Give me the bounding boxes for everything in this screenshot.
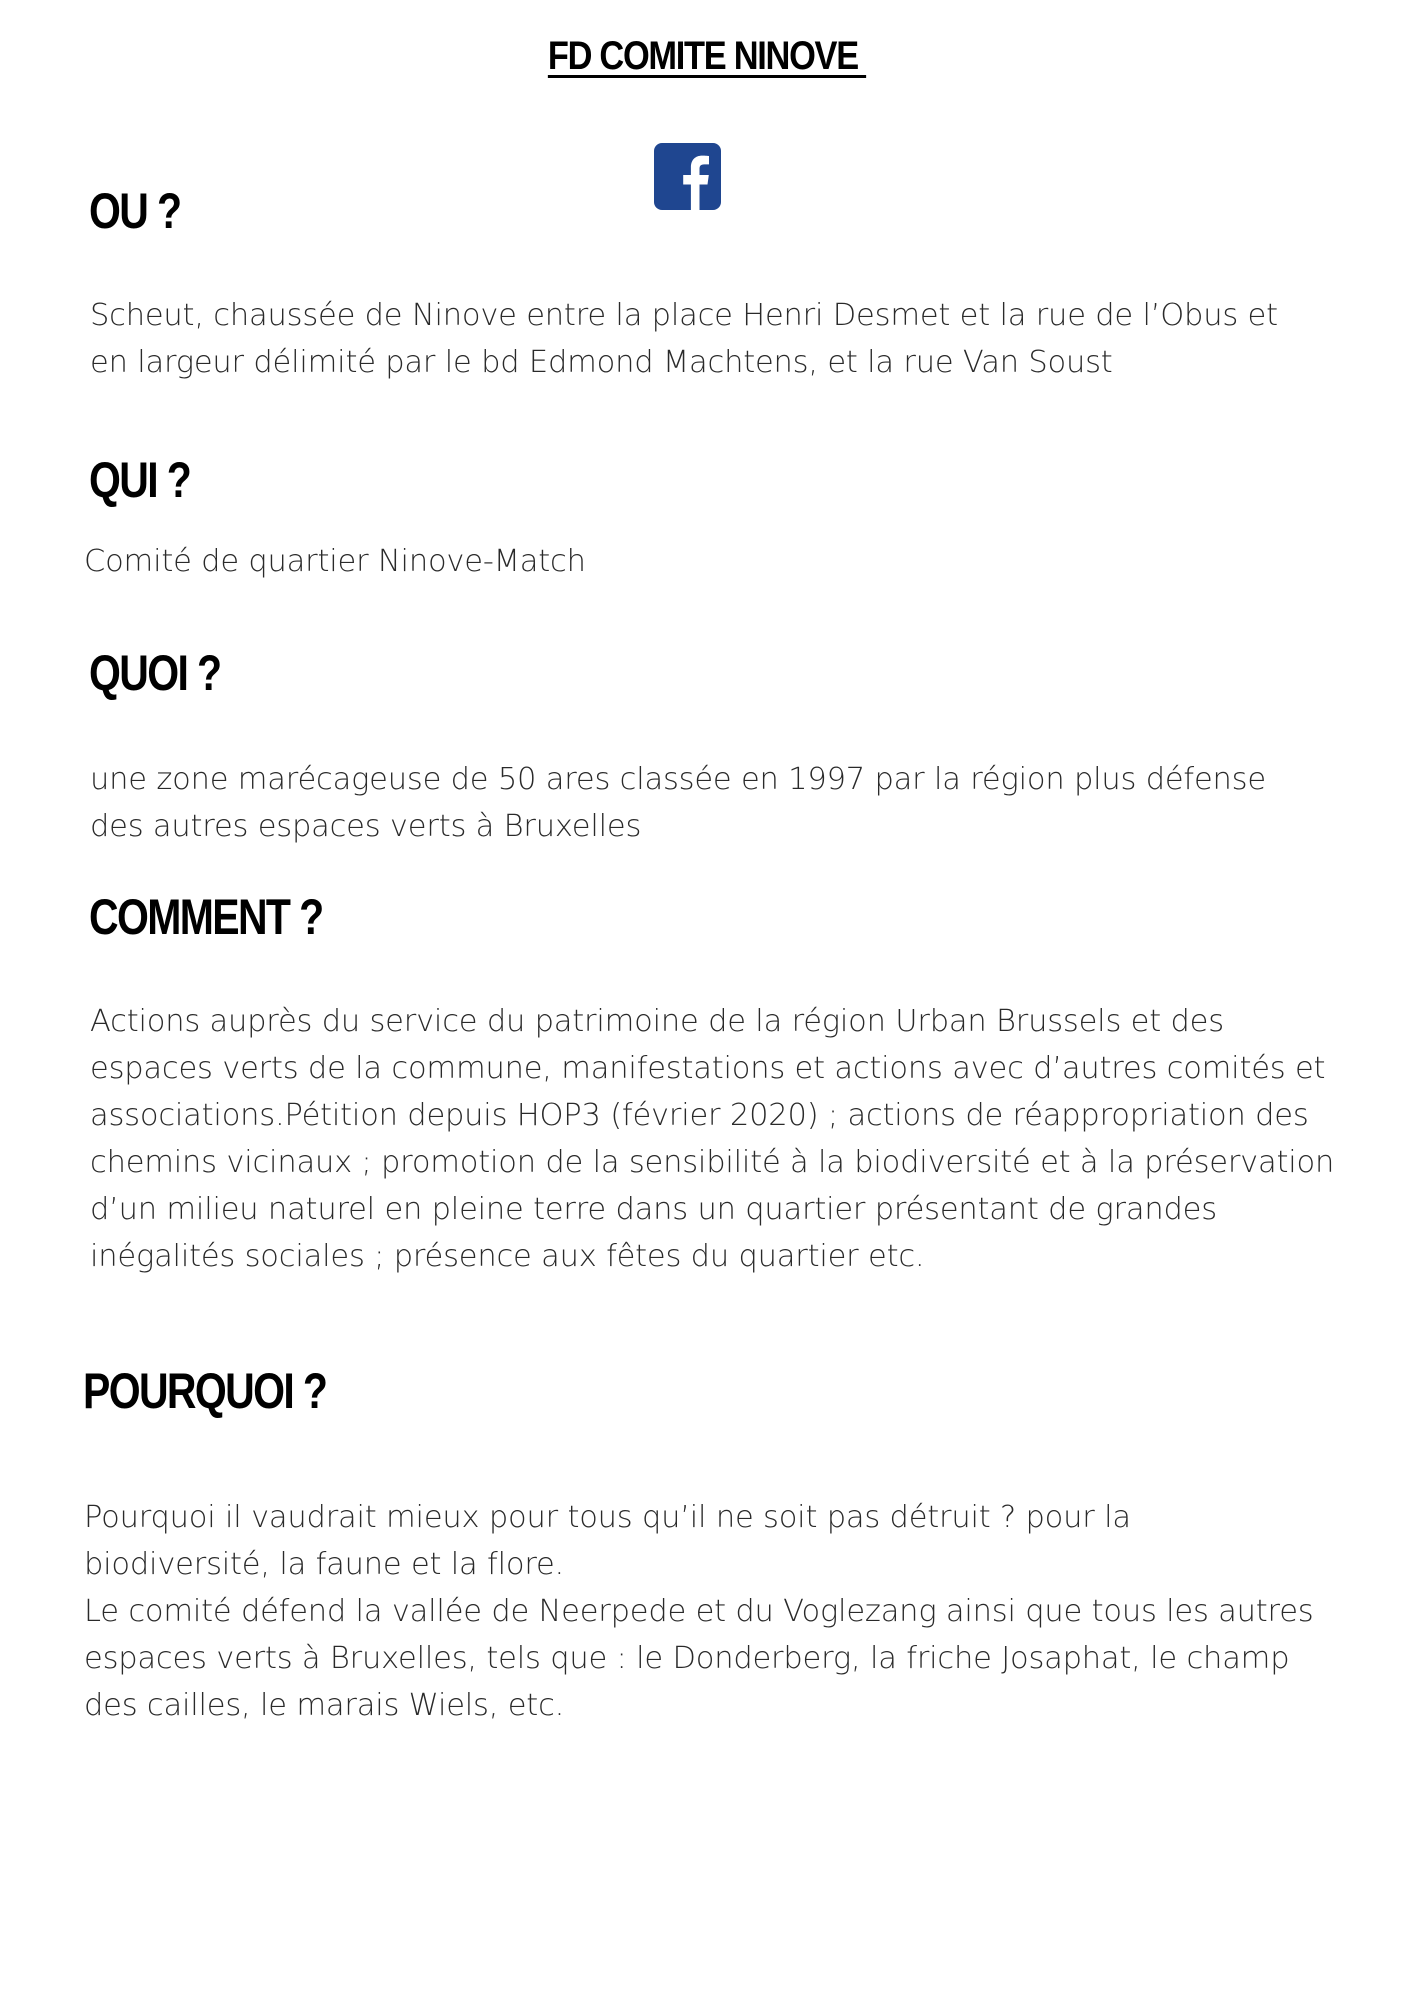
text-line: Comité de quartier Ninove-Match [84, 544, 586, 579]
text-line: biodiversité, la faune et la flore. [84, 1547, 565, 1582]
text-line: des cailles, le marais Wiels, etc. [84, 1688, 565, 1723]
text-line: d’un milieu naturel en pleine terre dans un quartier présentant de grandes [90, 1192, 1217, 1227]
text-line: en largeur délimité par le bd Edmond Machtens, et la rue Van Soust [90, 345, 1113, 380]
facebook-icon[interactable] [654, 143, 721, 210]
section-heading-pourquoi: POURQUOI ? [83, 1363, 327, 1419]
section-text-pourquoi [84, 1494, 1313, 1729]
text-line: Actions auprès du service du patrimoine de la région Urban Brussels et des [90, 1004, 1224, 1039]
text-line: inégalités sociales ; présence aux fêtes du quartier etc. [90, 1239, 925, 1274]
text-line: associations.Pétition depuis HOP3 (février 2020) ; actions de réappropriation des [90, 1098, 1309, 1133]
text-line: Scheut, chaussée de Ninove entre la place Henri Desmet et la rue de l’Obus et [90, 298, 1278, 333]
page-title: FD COMITE NINOVE [547, 34, 867, 78]
text-line: une zone marécageuse de 50 ares classée en 1997 par la région plus défense [90, 762, 1266, 797]
text-line: des autres espaces verts à Bruxelles [90, 809, 642, 844]
section-heading-qui: QUI ? [89, 452, 191, 508]
section-text-comment [90, 998, 1334, 1280]
text-line: chemins vicinaux ; promotion de la sensibilité à la biodiversité et à la préservation [90, 1145, 1335, 1180]
section-text-qui [84, 538, 586, 585]
text-line: espaces verts à Bruxelles, tels que : le Donderberg, la friche Josaphat, le champ [84, 1641, 1290, 1676]
section-heading-quoi: QUOI ? [89, 645, 221, 701]
text-line: espaces verts de la commune, manifestations et actions avec d’autres comités et [90, 1051, 1326, 1086]
section-heading-comment: COMMENT ? [89, 889, 323, 945]
text-line: Pourquoi il vaudrait mieux pour tous qu’il ne soit pas détruit ? pour la [84, 1500, 1131, 1535]
text-line: Le comité défend la vallée de Neerpede et du Voglezang ainsi que tous les autres [84, 1594, 1314, 1629]
section-text-ou [90, 292, 1278, 386]
section-heading-ou: OU ? [89, 183, 181, 239]
section-text-quoi [90, 756, 1266, 850]
